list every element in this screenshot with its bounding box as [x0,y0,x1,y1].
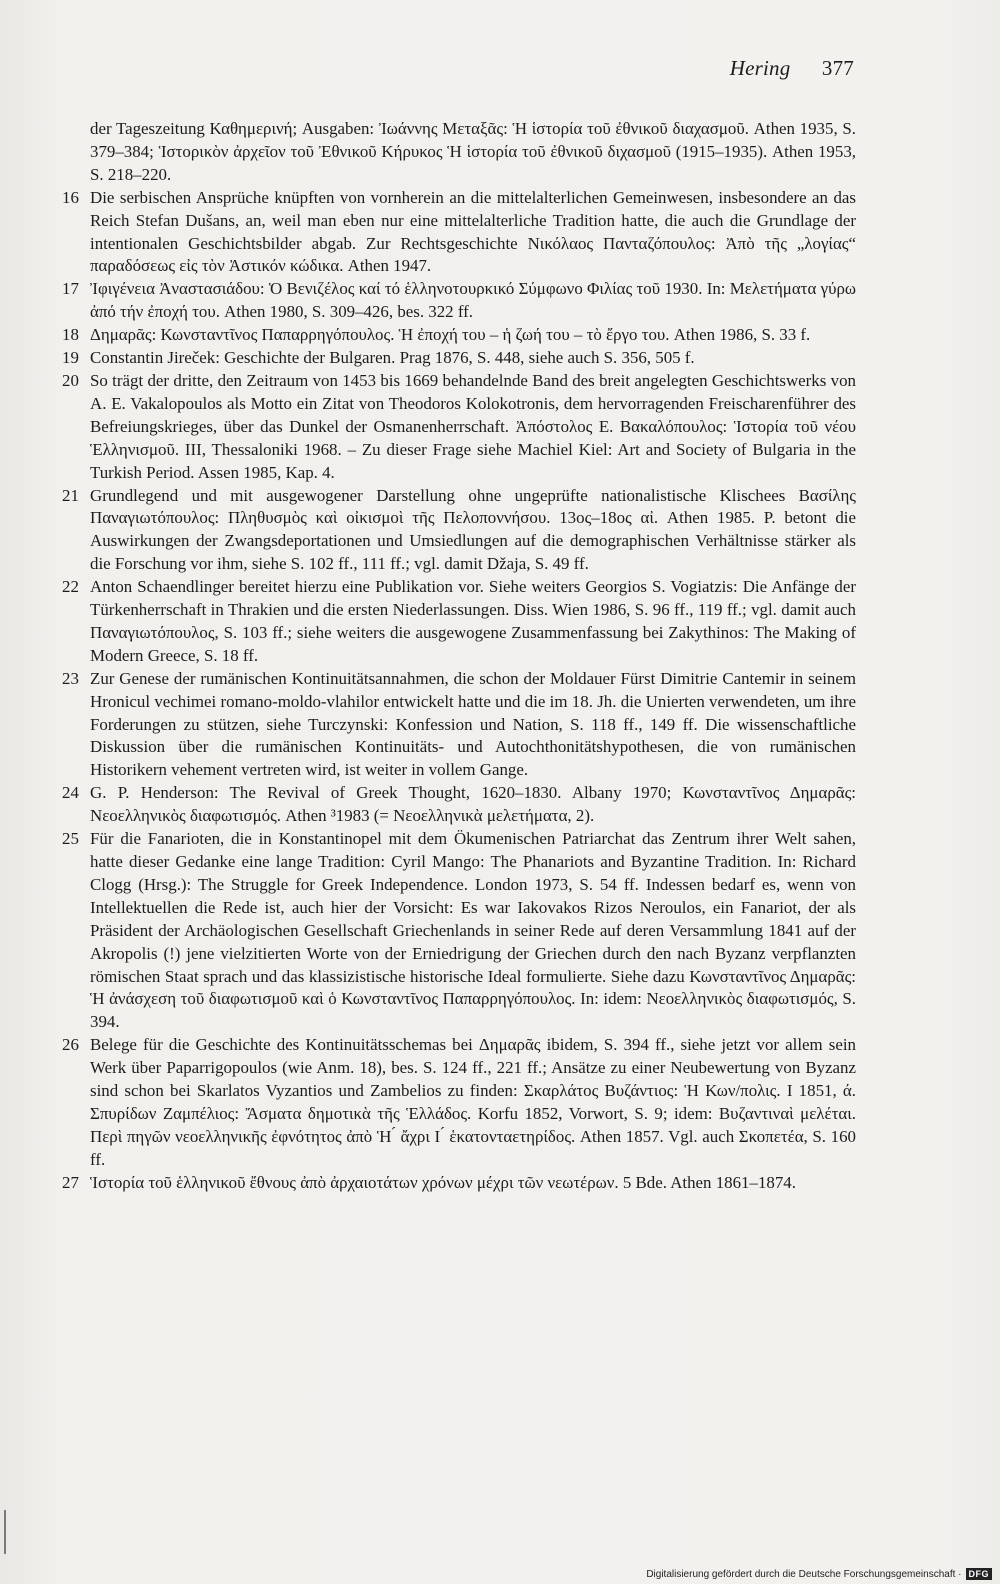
footnote-number: 24 [62,783,79,803]
footnote-number: 19 [62,348,79,368]
running-header-author: Hering [729,56,791,80]
footnote-text: Grundlegend und mit ausgewogener Darstellung ohne ungeprüfte nationalistische Klischees Βασίλης Παναγιωτόπουλος: Πληθυσμὸς καὶ οἰκισμοὶ τῆς Πελοποννήσου. 13ος–18ος αἰ. Athen 1985. P. betont die Auswirkungen der Zwangsdeportationen und Umsiedlungen auf die demographischen Verhältnisse stärker als die Forschung vor ihm, siehe S. 102 ff., 111 ff.; vgl. damit Džaja, S. 49 ff. [90,485,856,574]
footnotes [48,118,856,1195]
footnote-19 [48,347,856,370]
dfg-logo-icon: DFG [966,1568,993,1580]
footnote-text: Δημαρᾶς: Κωνσταντῖνος Παπαρρηγόπουλος. Ἡ ἐποχή του – ἡ ζωή του – τὸ ἔργο του. Athen 1986, S. 33 f. [90,325,811,345]
footnote-number: 22 [62,577,79,597]
footnote-text: Constantin Jireček: Geschichte der Bulgaren. Prag 1876, S. 448, siehe auch S. 356, 505 f. [90,348,695,368]
footnote-18 [48,324,856,347]
footnote-21 [48,485,856,577]
footnote-number: 27 [62,1172,79,1192]
footnote-text: Belege für die Geschichte des Kontinuitätsschemas bei Δημαρᾶς ibidem, S. 394 ff., siehe jetzt vor allem sein Werk über Paparrigopoulos (wie Anm. 18), bes. S. 124 ff., 221 ff.; Ansätze zu einer Neubewertung von Byzanz sind schon bei Skarlatos Vyzantios und Zambelios zu finden: Σκαρλάτος Βυζάντιος: Ἡ Κων/πολις. I 1851, ά. Σπυρίδων Ζαμπέλιος: Ἄσματα δημοτικὰ τῆς Ἑλλάδος. Korfu 1852, Vorwort, S. 9; idem: Βυζαντιναὶ μελέται. Περὶ πηγῶν νεοελληνικῆς ἐφνότητος ἀπὸ Ἡ ́ ἄχρι Ι ́ ἑκατονταετηρίδος. Athen 1857. Vgl. auch Σκοπετέα, S. 160 ff. [90,1035,856,1169]
footnote-number: 21 [62,485,79,505]
footnote-20 [48,370,856,485]
footnote-text: Ἱστορία τοῦ ἑλληνικοῦ ἔθνους ἀπὸ ἀρχαιοτάτων χρόνων μέχρι τῶν νεωτέρων. 5 Bde. Athen 1861–1874. [90,1172,796,1192]
digitization-credit-text: Digitalisierung gefördert durch die Deutsche Forschungsgemeinschaft · [646,1568,962,1580]
footnote-27 [48,1172,856,1195]
footnote-24 [48,782,856,828]
gutter-mark [4,1510,6,1554]
footnote-text: Die serbischen Ansprüche knüpften von vornherein an die mittelalterlichen Gemeinwesen, insbesondere an das Reich Stefan Dušans, an, weil man eben nur eine mittelalterliche Tradition hatte, die auch die Grundlage der intentionalen Geschichtsbilder abgab. Zur Rechtsgeschichte Νικόλαος Πανταζόπουλος: Ἀπὸ τῆς „λογίας“ παραδόσεως εἰς τὸν Ἀστικόν κώδικα. Athen 1947. [90,187,856,276]
digitization-credit [646,1568,992,1580]
footnote-number: 20 [62,370,79,390]
footnote-text: Für die Fanarioten, die in Konstantinopel mit dem Ökumenischen Patriarchat das Zentrum ihrer Welt sahen, hatte dieser Gedanke eine lange Tradition: Cyril Mango: The Phanariots and Byzantine Tradition. In: Richard Clogg (Hrsg.): The Struggle for Greek Independence. London 1973, S. 54 ff. Indessen bedarf es, wenn von Intellektuellen die Rede ist, auch hier der Vorsicht: Es war Iakovakos Rizos Neroulos, ein Fanariot, der als Präsident der Archäologischen Gesellschaft Griechenlands in seiner Rede auf deren Versammlung 1841 auf der Akropolis (!) jene vielzitierten Worte von der Erniedrigung der Griechen durch den nach Byzanz verpflanzten römischen Staat sprach und das klassizistische historische Ideal formulierte. Siehe dazu Κωνσταντῖνος Δημαρᾶς: Ἡ ἀνάσχεση τοῦ διαφωτισμοῦ καὶ ὁ Κωνσταντῖνος Παπαρρηγόπουλος. In: idem: Νεοελληνικὸς διαφωτισμός, S. 394. [90,829,856,1032]
page-number: 377 [821,56,854,80]
footnote-number: 26 [62,1035,79,1055]
footnote-22 [48,576,856,668]
footnote-text: G. P. Henderson: The Revival of Greek Thought, 1620–1830. Albany 1970; Κωνσταντῖνος Δημαρᾶς: Νεοελληνικὸς διαφωτισμός. Athen ³1983 (= Νεοελληνικὰ μελετήματα, 2). [90,783,856,826]
footnote-26 [48,1034,856,1171]
footnote-text: Ἰφιγένεια Ἀναστασιάδου: Ὁ Βενιζέλος καί τό ἑλληνοτουρκικό Σύμφωνο Φιλίας τοῦ 1930. In: Μελετήματα γύρω ἀπό τήν ἐποχή του. Athen 1980, S. 309–426, bes. 322 ff. [90,279,856,322]
footnote-23 [48,668,856,783]
footnote-number: 18 [62,325,79,345]
footnote-16 [48,187,856,279]
footnote-number: 17 [62,279,79,299]
footnote-text: So trägt der dritte, den Zeitraum von 1453 bis 1669 behandelnde Band des breit angelegten Geschichtswerks von A. E. Vakalopoulos als Motto ein Zitat von Theodoros Kolokotronis, dem hervorragenden Freischarenführer des Befreiungskrieges, über das Dunkel der Osmanenherrschaft. Ἀπόστολος Ε. Βακαλόπουλος: Ἱστορία τοῦ νέου Ἑλληνισμοῦ. III, Thessaloniki 1968. – Zu dieser Frage siehe Machiel Kiel: Art and Society of Bulgaria in the Turkish Period. Assen 1985, Kap. 4. [90,370,856,482]
footnote-number: 25 [62,829,79,849]
footnote-text: Zur Genese der rumänischen Kontinuitätsannahmen, die schon der Moldauer Fürst Dimitrie Cantemir in seinem Hronicul vechimei romano-moldo-vlahilor entwickelt hatte und die im 18. Jh. die Unierten verwendeten, um ihre Forderungen zu stützen, siehe Turczynski: Konfession und Nation, S. 118 ff., 149 ff. Die wissenschaftliche Diskussion über die rumänischen Kontinuitäts- und Autochthonitätshypothesen, die von rumänischen Historikern vehement vertreten wird, ist weiter in vollem Gange. [90,668,856,780]
footnote-25 [48,828,856,1034]
footnote-number: 16 [62,187,79,207]
footnote-continuation: der Tageszeitung Καθημερινή; Ausgaben: Ἰωάννης Μεταξᾶς: Ἡ ἱστορία τοῦ ἐθνικοῦ διαχασμοῦ. Athen 1935, S. 379–384; Ἱστορικὸν ἀρχεῖον τοῦ Ἐθνικοῦ Κήρυκος Ἡ ἱστορία τοῦ ἐθνικοῦ διχασμοῦ (1915–1935). Athen 1953, S. 218–220. [90,119,856,184]
footnote-number: 23 [62,668,79,688]
footnote-text: Anton Schaendlinger bereitet hierzu eine Publikation vor. Siehe weiters Georgios S. Vogiatzis: Die Anfänge der Türkenherrschaft in Thrakien und die ersten Niederlassungen. Diss. Wien 1986, S. 96 ff., 119 ff.; vgl. damit auch Παναγιωτόπουλος, S. 103 ff.; siehe weiters die ausgewogene Zusammenfassung bei Zakythinos: The Making of Modern Greece, S. 18 ff. [90,577,856,665]
footnote-17 [48,278,856,324]
running-header [730,56,854,81]
